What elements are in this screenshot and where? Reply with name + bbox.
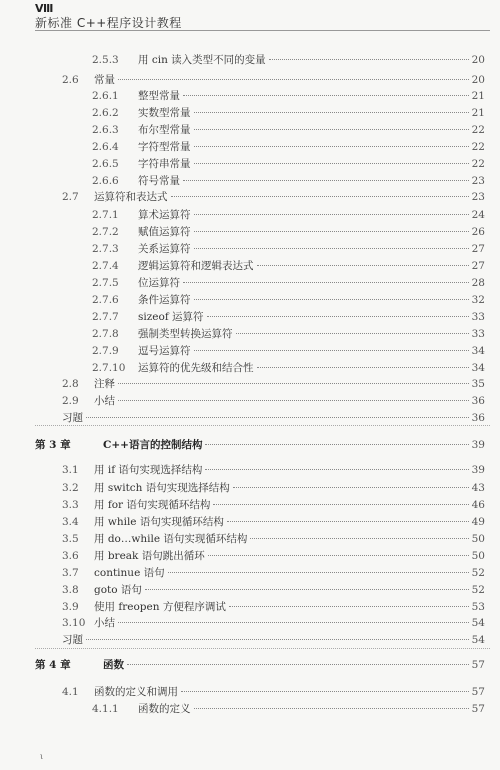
toc-entry	[92, 139, 485, 156]
book-title: 新标准 C++程序设计教程	[35, 16, 182, 30]
dot-leader	[194, 162, 469, 164]
dot-leader	[269, 58, 469, 60]
entry-number: 3.6	[62, 550, 79, 562]
entry-title: 用 switch 语句实现选择结构	[94, 482, 230, 494]
entry-number: 2.6.6	[92, 175, 119, 187]
dot-leader	[227, 520, 469, 522]
dot-leader	[250, 537, 468, 539]
entry-title: 字符串常量	[138, 158, 191, 170]
entry-page-number: 34	[471, 362, 485, 374]
toc-entry	[62, 393, 485, 410]
dot-leader	[213, 503, 468, 505]
entry-title: 函数的定义	[138, 703, 191, 715]
entry-page-number: 39	[471, 464, 485, 476]
entry-number: 2.7.5	[92, 277, 119, 289]
entry-title: 常量	[94, 74, 115, 86]
entry-number: 2.7	[62, 191, 79, 203]
toc-entry	[62, 684, 485, 701]
entry-page-number: 52	[471, 584, 485, 596]
entry-number: 2.7.8	[92, 328, 119, 340]
toc-entry	[92, 292, 485, 309]
toc-entry	[62, 72, 485, 89]
entry-number: 3.8	[62, 584, 79, 596]
entry-title: continue 语句	[94, 567, 165, 579]
entry-title: 用 cin 读入类型不同的变量	[138, 54, 266, 66]
entry-page-number: 46	[471, 499, 485, 511]
entry-title: 实数型常量	[138, 107, 191, 119]
entry-number: 2.6.5	[92, 158, 119, 170]
entry-number: 2.8	[62, 378, 79, 390]
entry-page-number: 21	[471, 107, 485, 119]
toc-entry	[62, 462, 485, 479]
entry-title: 小结	[94, 395, 115, 407]
entry-number: 2.7.3	[92, 243, 119, 255]
entry-title: 习题	[62, 634, 83, 646]
entry-page-number: 32	[471, 294, 485, 306]
entry-number: 2.7.1	[92, 209, 119, 221]
toc-entry	[62, 632, 485, 649]
toc-entry	[92, 241, 485, 258]
entry-title: 用 while 语句实现循环结构	[94, 516, 224, 528]
toc-entry	[92, 343, 485, 360]
entry-title: 用 if 语句实现选择结构	[94, 464, 203, 476]
dot-leader	[183, 179, 469, 181]
dot-leader	[86, 416, 469, 418]
entry-number: 第 4 章	[35, 659, 71, 671]
entry-number: 2.6.3	[92, 124, 119, 136]
entry-page-number: 24	[471, 209, 485, 221]
entry-number: 2.7.7	[92, 311, 119, 323]
entry-page-number: 22	[471, 141, 485, 153]
entry-number: 3.5	[62, 533, 79, 545]
entry-page-number: 53	[471, 601, 485, 613]
page-number: Ⅷ	[35, 2, 54, 15]
entry-title: sizeof 运算符	[138, 311, 204, 323]
dot-leader	[194, 213, 469, 215]
chapter-separator	[35, 425, 490, 426]
entry-page-number: 33	[471, 328, 485, 340]
toc-entry	[92, 173, 485, 190]
dot-leader	[118, 382, 469, 384]
toc-entry	[62, 565, 485, 582]
entry-number: 第 3 章	[35, 439, 71, 451]
entry-page-number: 36	[471, 412, 485, 424]
entry-page-number: 20	[471, 74, 485, 86]
toc-entry	[92, 156, 485, 173]
toc-entry	[92, 258, 485, 275]
toc-entry	[62, 531, 485, 548]
entry-page-number: 33	[471, 311, 485, 323]
entry-title: 函数的定义和调用	[94, 686, 178, 698]
entry-page-number: 50	[471, 533, 485, 545]
chapter-entry	[35, 657, 485, 674]
entry-title: 注释	[94, 378, 115, 390]
entry-title: 符号常量	[138, 175, 180, 187]
dot-leader	[145, 588, 469, 590]
entry-page-number: 27	[471, 243, 485, 255]
entry-title: 逗号运算符	[138, 345, 191, 357]
entry-page-number: 34	[471, 345, 485, 357]
entry-page-number: 28	[471, 277, 485, 289]
entry-title: 运算符和表达式	[94, 191, 168, 203]
entry-number: 2.6.2	[92, 107, 119, 119]
entry-title: 使用 freopen 方便程序调试	[94, 601, 226, 613]
toc-entry	[62, 615, 485, 632]
dot-leader	[183, 94, 469, 96]
entry-page-number: 36	[471, 395, 485, 407]
entry-number: 2.6.4	[92, 141, 119, 153]
entry-page-number: 23	[471, 191, 485, 203]
entry-title: 用 for 语句实现循环结构	[94, 499, 211, 511]
dot-leader	[127, 663, 469, 665]
entry-title: 算术运算符	[138, 209, 191, 221]
dot-leader	[236, 332, 469, 334]
entry-page-number: 52	[471, 567, 485, 579]
dot-leader	[194, 707, 469, 709]
dot-leader	[86, 638, 469, 640]
entry-number: 2.6.1	[92, 90, 119, 102]
dot-leader	[181, 690, 469, 692]
entry-page-number: 22	[471, 124, 485, 136]
entry-page-number: 22	[471, 158, 485, 170]
toc-entry	[92, 326, 485, 343]
entry-page-number: 43	[471, 482, 485, 494]
entry-page-number: 23	[471, 175, 485, 187]
dot-leader	[118, 399, 469, 401]
chapter-separator	[35, 648, 490, 649]
entry-title: 函数	[103, 659, 124, 671]
entry-title: 用 do…while 语句实现循环结构	[94, 533, 248, 545]
dot-leader	[233, 486, 469, 488]
toc-entry	[62, 189, 485, 206]
entry-number: 2.7.2	[92, 226, 119, 238]
toc-entry	[92, 207, 485, 224]
entry-title: 逻辑运算符和逻辑表达式	[138, 260, 254, 272]
entry-title: 整型常量	[138, 90, 180, 102]
entry-number: 3.9	[62, 601, 79, 613]
entry-number: 3.10	[62, 617, 86, 629]
chapter-entry	[35, 437, 485, 454]
entry-title: 赋值运算符	[138, 226, 191, 238]
entry-title: 关系运算符	[138, 243, 191, 255]
dot-leader	[205, 468, 468, 470]
entry-page-number: 21	[471, 90, 485, 102]
entry-number: 3.7	[62, 567, 79, 579]
entry-title: 位运算符	[138, 277, 180, 289]
toc-entry	[62, 582, 485, 599]
entry-title: 运算符的优先级和结合性	[138, 362, 254, 374]
toc-entry	[92, 309, 485, 326]
entry-page-number: 57	[471, 703, 485, 715]
header-rule	[35, 30, 490, 31]
entry-title: C++语言的控制结构	[103, 439, 203, 451]
toc-entry	[62, 480, 485, 497]
toc-entry	[92, 360, 485, 377]
toc-entry	[62, 514, 485, 531]
entry-title: 强制类型转换运算符	[138, 328, 233, 340]
entry-title: 用 break 语句跳出循环	[94, 550, 205, 562]
entry-page-number: 49	[471, 516, 485, 528]
entry-title: 习题	[62, 412, 83, 424]
entry-number: 3.2	[62, 482, 79, 494]
entry-page-number: 57	[471, 659, 485, 671]
entry-page-number: 54	[471, 617, 485, 629]
dot-leader	[194, 145, 469, 147]
entry-page-number: 39	[471, 439, 485, 451]
entry-number: 3.3	[62, 499, 79, 511]
entry-number: 4.1.1	[92, 703, 119, 715]
dot-leader	[171, 195, 469, 197]
footer-mark: ι	[40, 752, 44, 761]
entry-page-number: 20	[471, 54, 485, 66]
dot-leader	[207, 315, 469, 317]
entry-number: 3.1	[62, 464, 79, 476]
dot-leader	[194, 128, 469, 130]
toc-entry	[62, 497, 485, 514]
dot-leader	[118, 621, 469, 623]
dot-leader	[208, 554, 469, 556]
dot-leader	[168, 571, 469, 573]
entry-title: 字符型常量	[138, 141, 191, 153]
entry-title: 小结	[94, 617, 115, 629]
dot-leader	[229, 605, 469, 607]
toc-entry	[92, 122, 485, 139]
entry-number: 3.4	[62, 516, 79, 528]
dot-leader	[194, 349, 469, 351]
entry-page-number: 27	[471, 260, 485, 272]
toc-entry	[92, 275, 485, 292]
entry-title: goto 语句	[94, 584, 142, 596]
dot-leader	[205, 443, 468, 445]
entry-number: 2.7.6	[92, 294, 119, 306]
dot-leader	[257, 366, 469, 368]
entry-number: 2.7.10	[92, 362, 126, 374]
dot-leader	[118, 78, 469, 80]
dot-leader	[194, 298, 469, 300]
entry-number: 2.6	[62, 74, 79, 86]
entry-number: 2.7.4	[92, 260, 119, 272]
toc-entry	[92, 88, 485, 105]
entry-title: 布尔型常量	[138, 124, 191, 136]
entry-page-number: 26	[471, 226, 485, 238]
toc-entry	[92, 224, 485, 241]
entry-page-number: 54	[471, 634, 485, 646]
entry-number: 2.5.3	[92, 54, 119, 66]
toc-entry	[62, 548, 485, 565]
entry-page-number: 35	[471, 378, 485, 390]
toc-entry	[92, 52, 485, 69]
entry-page-number: 57	[471, 686, 485, 698]
page-header	[35, 2, 495, 28]
entry-number: 4.1	[62, 686, 79, 698]
dot-leader	[194, 247, 469, 249]
entry-page-number: 50	[471, 550, 485, 562]
entry-number: 2.9	[62, 395, 79, 407]
toc-entry	[62, 376, 485, 393]
dot-leader	[194, 111, 469, 113]
entry-number: 2.7.9	[92, 345, 119, 357]
toc-entry	[92, 105, 485, 122]
dot-leader	[183, 281, 469, 283]
dot-leader	[257, 264, 469, 266]
entry-title: 条件运算符	[138, 294, 191, 306]
dot-leader	[194, 230, 469, 232]
toc-entry	[92, 701, 485, 718]
toc-entry	[62, 599, 485, 616]
